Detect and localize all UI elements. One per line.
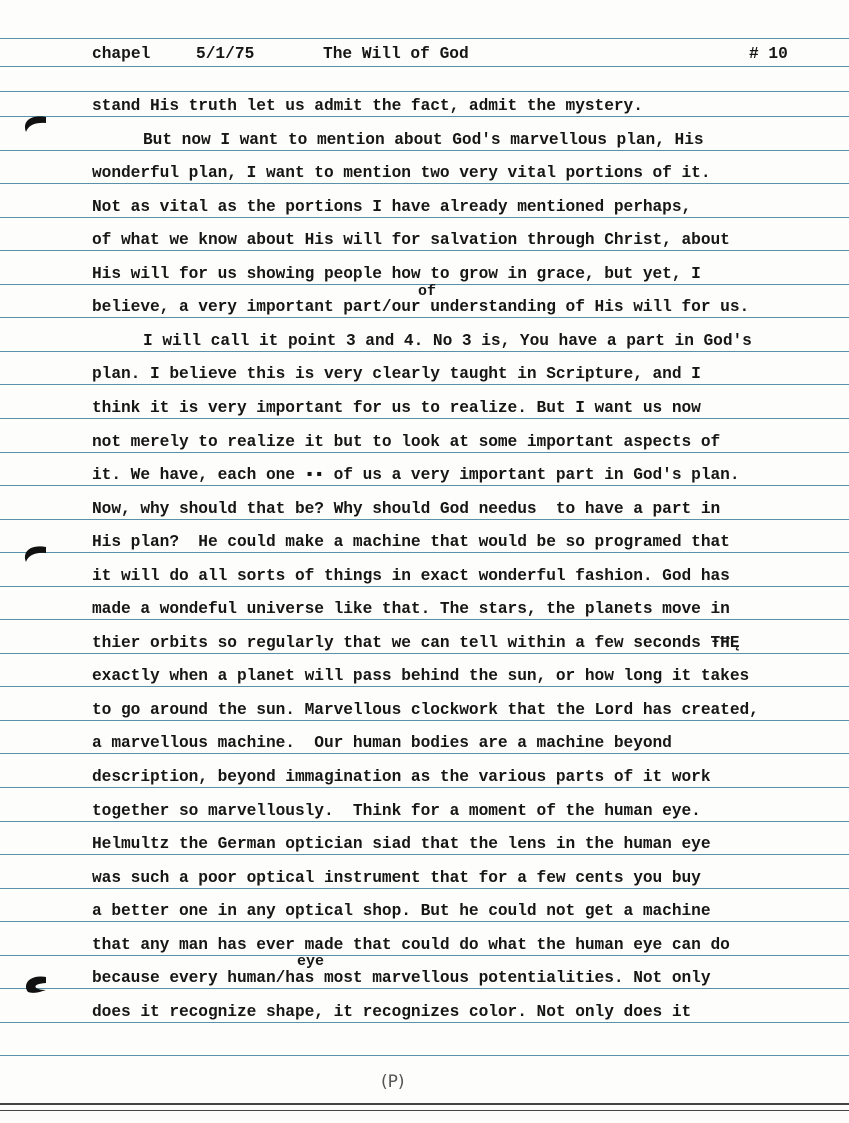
- text-line: to go around the sun. Marvellous clockwork that the Lord has created,: [92, 701, 759, 719]
- punch-hole-icon: [20, 974, 48, 996]
- ruled-line: [0, 586, 849, 587]
- text-line: exactly when a planet will pass behind the sun, or how long it takes: [92, 667, 750, 685]
- text-line: description, beyond immagination as the various parts of it work: [92, 768, 711, 786]
- ruled-line: [0, 217, 849, 218]
- header-title: The Will of God: [323, 45, 469, 63]
- text-line: together so marvellously. Think for a moment of the human eye.: [92, 802, 701, 820]
- text-line: believe, a very important part/our understanding of His will for us.: [92, 298, 750, 316]
- text-line: Not as vital as the portions I have already mentioned perhaps,: [92, 198, 692, 216]
- ruled-line: [0, 686, 849, 687]
- text-line: a better one in any optical shop. But he could not get a machine: [92, 902, 711, 920]
- footer-handwritten-mark: (P): [381, 1072, 405, 1092]
- text-line: does it recognize shape, it recognizes color. Not only does it: [92, 1003, 692, 1021]
- page-edge: [0, 1103, 849, 1105]
- text-line: was such a poor optical instrument that for a few cents you buy: [92, 869, 701, 887]
- ruled-line: [0, 653, 849, 654]
- text-line: it will do all sorts of things in exact wonderful fashion. God has: [92, 567, 730, 585]
- ruled-line: [0, 787, 849, 788]
- header-type: chapel: [92, 45, 151, 63]
- ruled-line: [0, 619, 849, 620]
- ruled-line: [0, 38, 849, 39]
- text-line: because every human/has most marvellous potentialities. Not only: [92, 969, 711, 987]
- ruled-line: [0, 1055, 849, 1056]
- ruled-line: [0, 384, 849, 385]
- ruled-line: [0, 888, 849, 889]
- text-line: it. We have, each one ▪▪ of us a very important part in God's plan.: [92, 466, 740, 484]
- ruled-line: [0, 519, 849, 520]
- ruled-line: [0, 418, 849, 419]
- insertion-of: of: [418, 283, 437, 300]
- text-line: plan. I believe this is very clearly taught in Scripture, and I: [92, 365, 701, 383]
- page-edge: [0, 1110, 849, 1111]
- ruled-line: [0, 66, 849, 67]
- ruled-line: [0, 150, 849, 151]
- ruled-line: [0, 753, 849, 754]
- ruled-line: [0, 988, 849, 989]
- ruled-line: [0, 91, 849, 92]
- text-line: thier orbits so regularly that we can tell within a few seconds ŦĦĘ: [92, 634, 740, 652]
- punch-hole-icon: [20, 114, 48, 136]
- text-line: But now I want to mention about God's marvellous plan, His: [143, 131, 704, 149]
- ruled-line: [0, 351, 849, 352]
- ruled-line: [0, 720, 849, 721]
- ruled-line: [0, 485, 849, 486]
- insertion-eye: eye: [297, 953, 325, 970]
- text-line: wonderful plan, I want to mention two very vital portions of it.: [92, 164, 711, 182]
- ruled-line: [0, 955, 849, 956]
- text-line: not merely to realize it but to look at some important aspects of: [92, 433, 721, 451]
- text-line: His will for us showing people how to grow in grace, but yet, I: [92, 265, 701, 283]
- ruled-line: [0, 250, 849, 251]
- ruled-line: [0, 452, 849, 453]
- ruled-line: [0, 317, 849, 318]
- header-date: 5/1/75: [196, 45, 255, 63]
- text-line: a marvellous machine. Our human bodies are a machine beyond: [92, 734, 672, 752]
- ruled-line: [0, 1022, 849, 1023]
- text-line: His plan? He could make a machine that would be so programed that: [92, 533, 730, 551]
- ruled-line: [0, 854, 849, 855]
- ruled-line: [0, 821, 849, 822]
- text-line: of what we know about His will for salvation through Christ, about: [92, 231, 730, 249]
- text-line: Now, why should that be? Why should God needus to have a part in: [92, 500, 721, 518]
- ruled-line: [0, 921, 849, 922]
- text-line: that any man has ever made that could do what the human eye can do: [92, 936, 730, 954]
- text-line: think it is very important for us to realize. But I want us now: [92, 399, 701, 417]
- punch-hole-icon: [20, 544, 48, 566]
- text-line: Helmultz the German optician siad that the lens in the human eye: [92, 835, 711, 853]
- ruled-line: [0, 116, 849, 117]
- text-line: stand His truth let us admit the fact, admit the mystery.: [92, 97, 643, 115]
- text-line: I will call it point 3 and 4. No 3 is, You have a part in God's: [143, 332, 752, 350]
- ruled-line: [0, 552, 849, 553]
- text-line: made a wondeful universe like that. The stars, the planets move in: [92, 600, 730, 618]
- header-number: # 10: [749, 45, 788, 63]
- ruled-line: [0, 183, 849, 184]
